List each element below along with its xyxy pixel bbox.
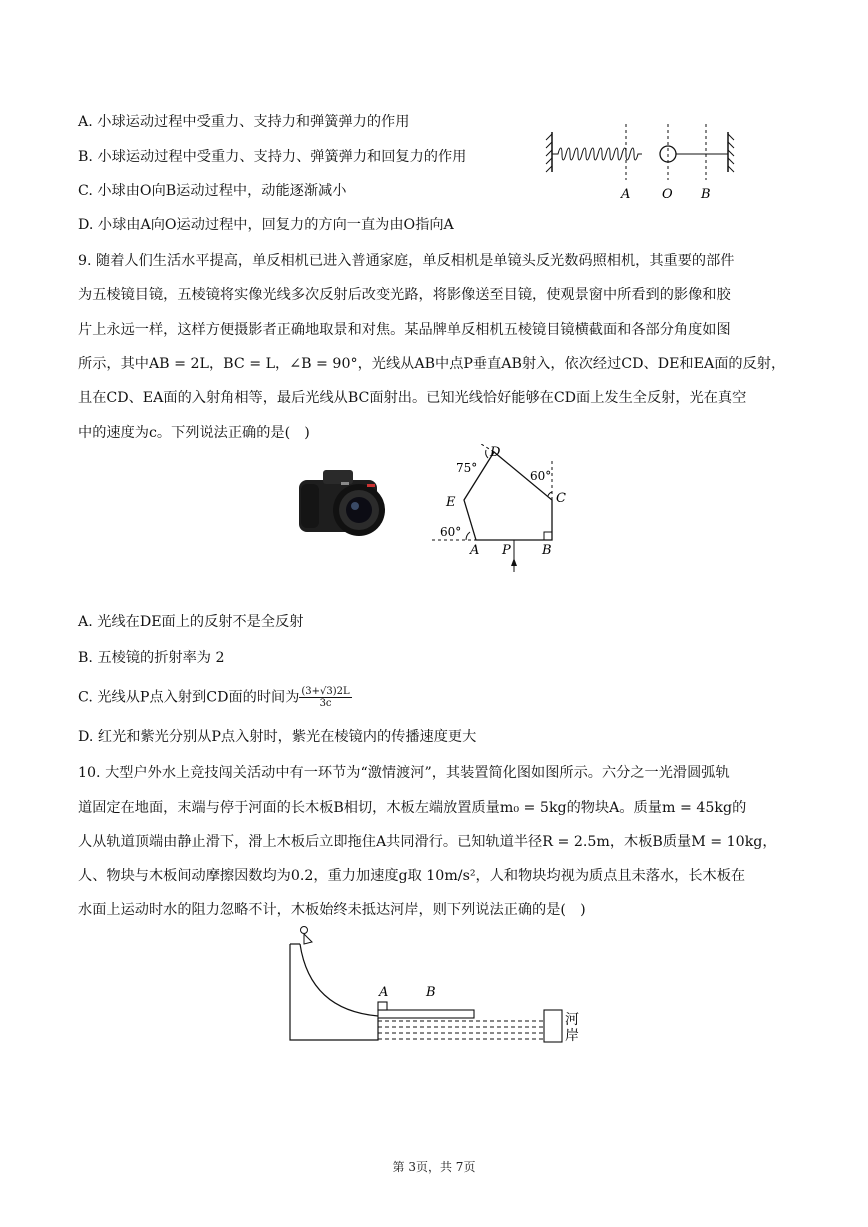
q9-stem-line-4: 所示，其中AB = 2L，BC = L，∠B = 90°，光线从AB中点P垂直AB射入，依次经过CD、DE和EA面的反射， <box>78 356 786 372</box>
q10-stem-line-2: 道固定在地面，末端与停于河面的长木板B相切，木板左端放置质量m₀ = 5kg的物块A。质量m = 45kg的 <box>78 800 747 816</box>
q10-stem-line-5: 水面上运动时水的阻力忽略不计，木板始终未抵达河岸，则下列说法正确的是( ) <box>78 902 586 918</box>
page-footer: 第 3页，共 7页 <box>392 1160 476 1174</box>
q10-stem-line-4: 人、物块与木板间动摩擦因数均为0.2，重力加速度g取 10m/s²，人和物块均视为质点且未落水，长木板在 <box>78 868 746 884</box>
label-o: O <box>662 187 673 202</box>
q8-option-c: C. 小球由O向B运动过程中，动能逐渐减小 <box>78 183 347 199</box>
label-c: C <box>556 491 566 506</box>
bank-label-2: 岸 <box>565 1028 579 1044</box>
angle-75: 75° <box>456 461 478 475</box>
label-p: P <box>502 543 511 558</box>
camera-image <box>297 466 395 538</box>
time-fraction <box>299 686 351 709</box>
river-crossing-figure <box>282 922 592 1046</box>
q9-option-b: B. 五棱镜的折射率为 2 <box>78 650 225 666</box>
label-a: A <box>621 187 631 202</box>
q10-stem-line-3: 人从轨道顶端由静止滑下，滑上木板后立即拖住A共同滑行。已知轨道半径R = 2.5m，木板B质量M = 10kg， <box>78 834 777 850</box>
q8-option-b: B. 小球运动过程中受重力、支持力、弹簧弹力和回复力的作用 <box>78 149 467 165</box>
label-b: B <box>426 985 436 1000</box>
q9-stem-line-6: 中的速度为c。下列说法正确的是( ) <box>78 425 310 441</box>
angle-60-bottom: 60° <box>440 525 462 539</box>
pentaprism-figure <box>424 444 594 576</box>
label-e: E <box>446 495 456 510</box>
q9-option-a: A. 光线在DE面上的反射不是全反射 <box>78 614 304 630</box>
label-a: A <box>379 985 389 1000</box>
q8-option-d: D. 小球由A向O运动过程中，回复力的方向一直为由O指向A <box>78 217 454 233</box>
label-a: A <box>470 543 480 558</box>
fraction-denominator: 3c <box>319 698 332 709</box>
label-b: B <box>542 543 552 558</box>
bank-label-1: 河 <box>565 1012 579 1028</box>
q9-stem-line-3: 片上永远一样，这样方便摄影者正确地取景和对焦。某品牌单反相机五棱镜目镜横截面和各部分角度如图 <box>78 322 731 338</box>
q8-option-a: A. 小球运动过程中受重力、支持力和弹簧弹力的作用 <box>78 114 410 130</box>
q9-stem-line-1: 9. 随着人们生活水平提高，单反相机已进入普通家庭，单反相机是单镜头反光数码照相机，其重要的部件 <box>78 253 735 269</box>
spring-oscillator-figure <box>540 122 740 204</box>
q9-stem-line-2: 为五棱镜目镜，五棱镜将实像光线多次反射后改变光路，将影像送至目镜，使观景窗中所看到的影像和胶 <box>78 287 731 303</box>
q9-option-c <box>78 686 352 709</box>
q9-option-d: D. 红光和紫光分别从P点入射时，紫光在棱镜内的传播速度更大 <box>78 729 477 745</box>
label-b: B <box>701 187 711 202</box>
fraction-numerator: (3+√3)2L <box>301 686 350 697</box>
q9-option-c-text: C. 光线从P点入射到CD面的时间为 <box>78 689 300 706</box>
label-d: D <box>490 445 501 460</box>
angle-60-top: 60° <box>530 469 552 483</box>
q9-stem-line-5: 且在CD、EA面的入射角相等，最后光线从BC面射出。已知光线恰好能够在CD面上发生全反射，光在真空 <box>78 390 747 406</box>
q10-stem-line-1: 10. 大型户外水上竞技闯关活动中有一环节为“激情渡河”，其装置简化图如图所示。六分之一光滑圆弧轨 <box>78 765 730 781</box>
